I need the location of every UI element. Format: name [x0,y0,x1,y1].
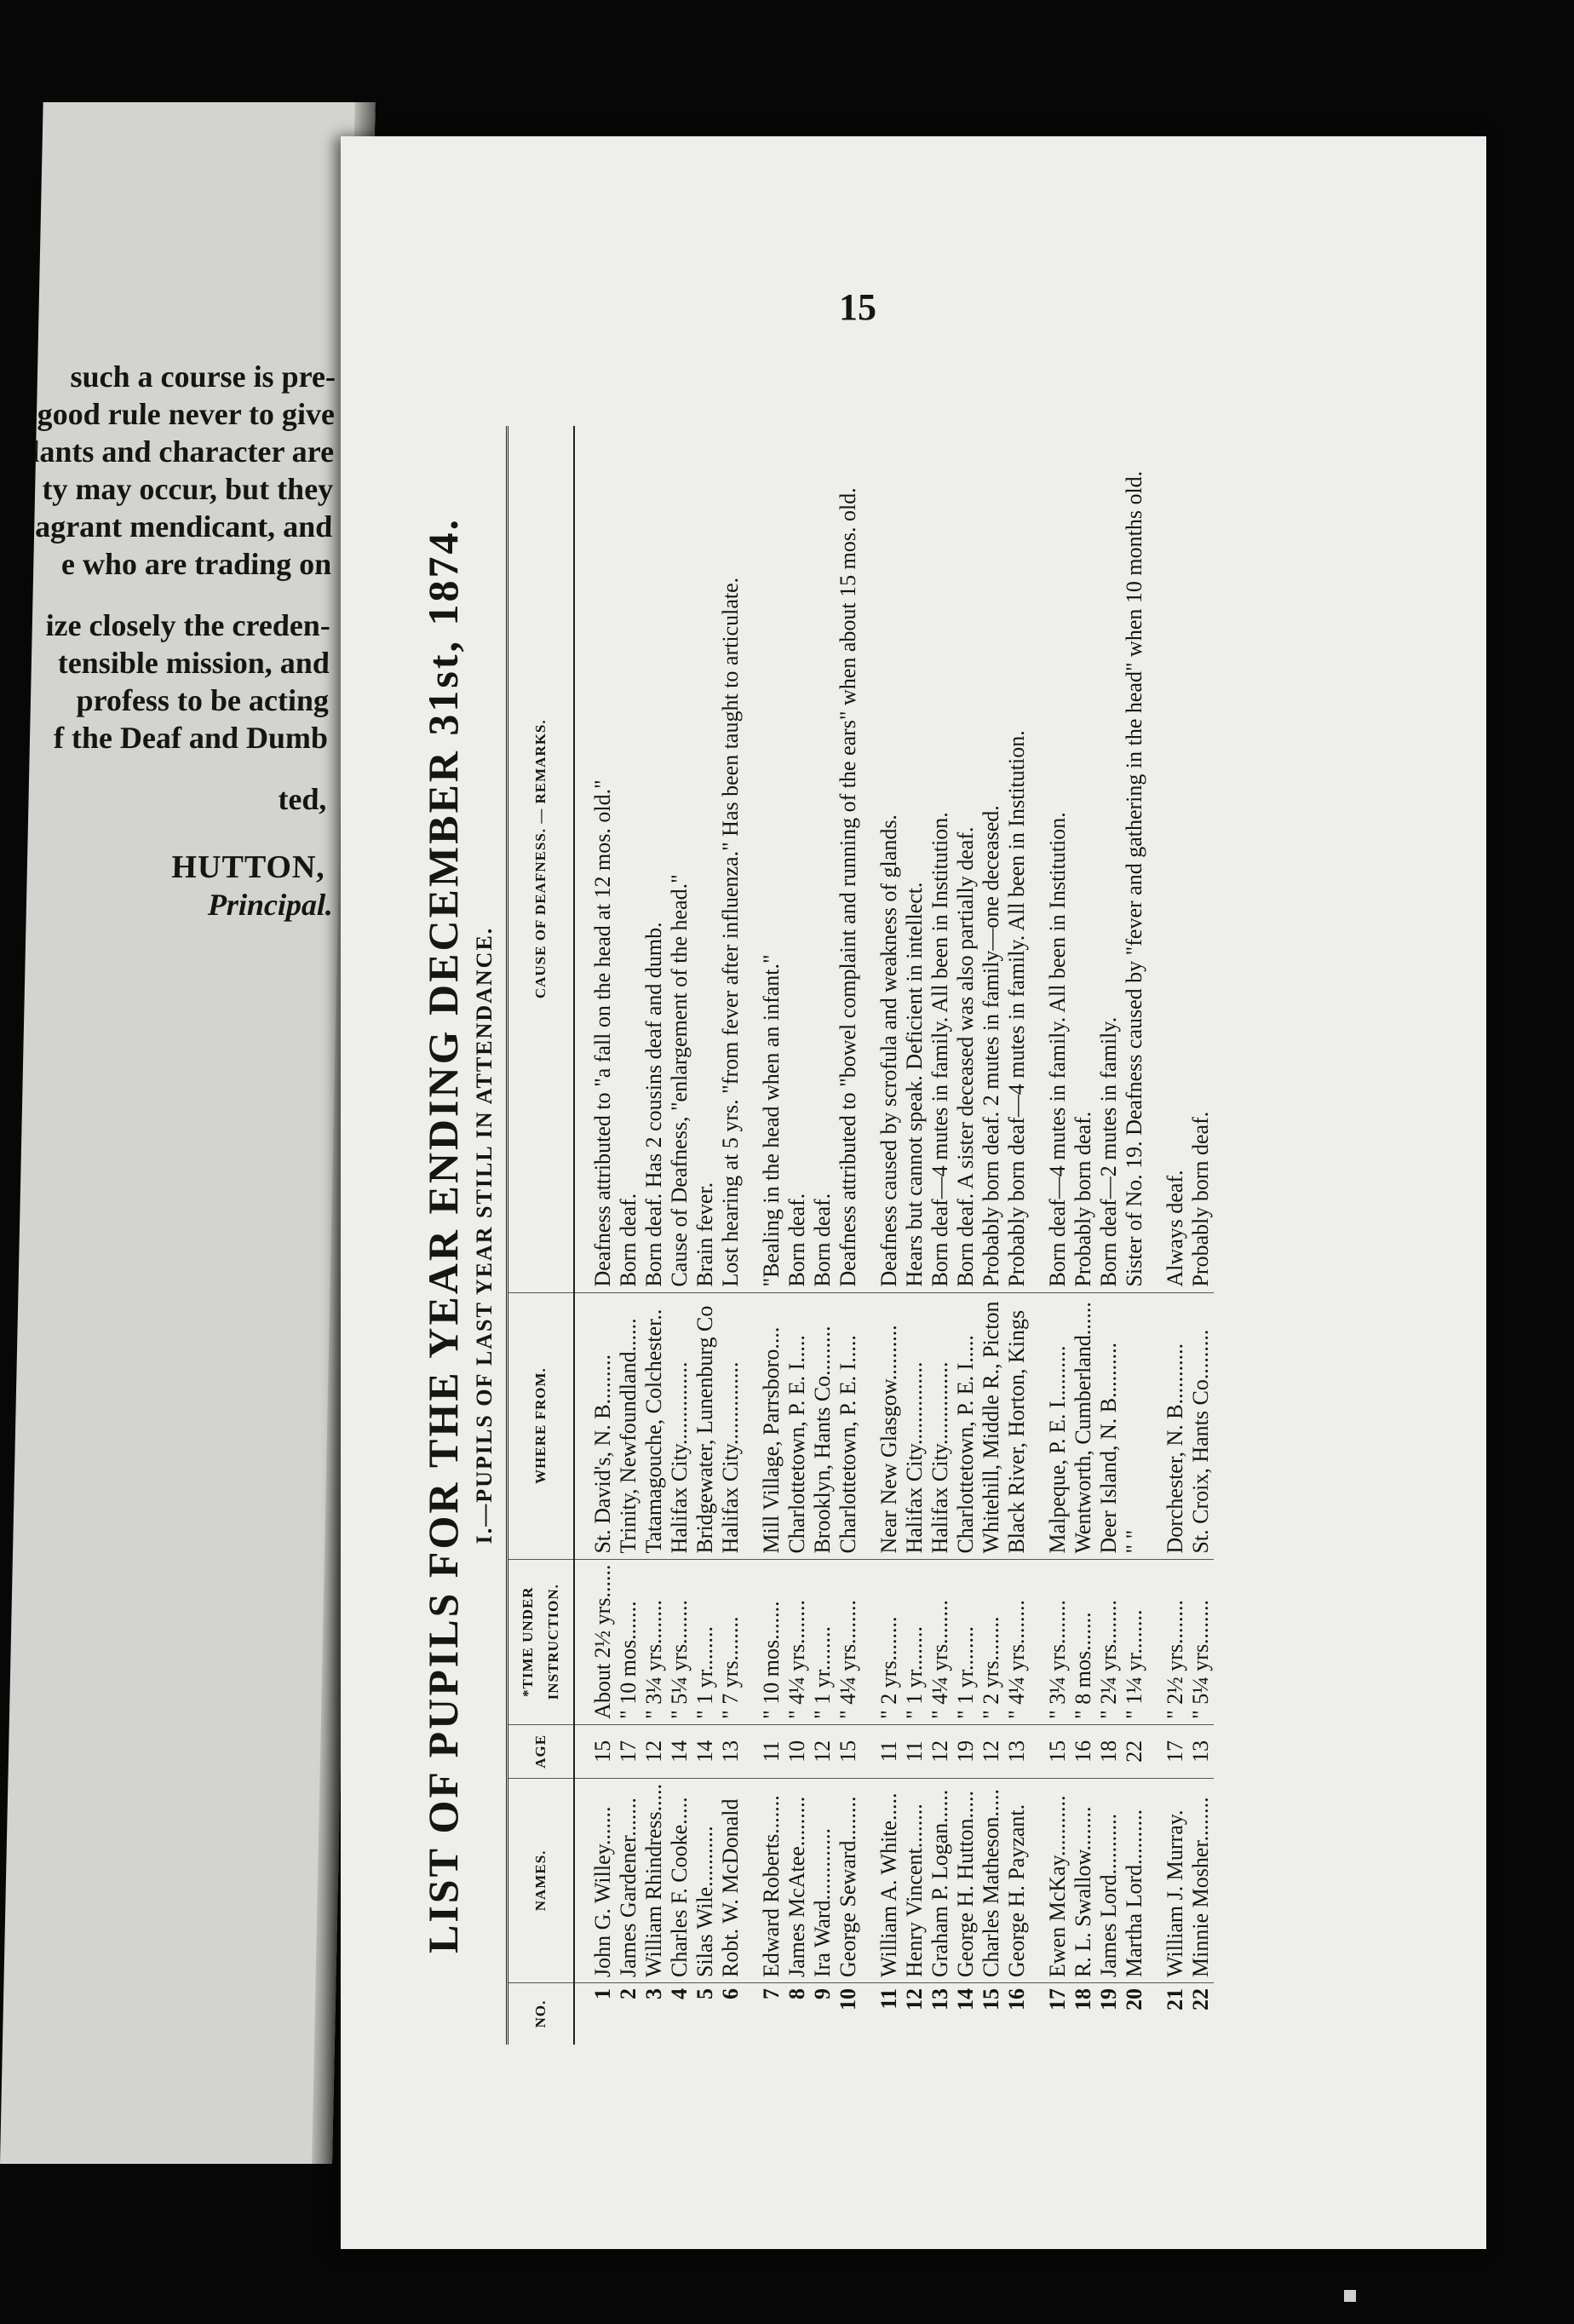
cell-name: James McAtee......... [784,1778,810,1982]
cell-age: 11 [759,1724,784,1778]
cell-cause: Hears but cannot speak. Deficient in intellect. [902,426,928,1292]
cell-age: 10 [784,1724,810,1778]
col-header-cause: CAUSE OF DEAFNESS. — REMARKS. [508,426,575,1292]
cell-cause: Probably born deaf. [1071,426,1096,1292]
left-line: ted, [278,782,327,816]
cell-time: " 2½ yrs........ [1163,1559,1188,1724]
cell-no: 15 [979,1988,1003,2010]
table-row [590,426,616,2045]
cell-no: 7 [759,1988,784,1999]
cell-cause: Deafness caused by scrofula and weakness of glands. [876,426,902,1292]
cell-age: 16 [1071,1724,1096,1778]
col-header-where: WHERE FROM. [508,1292,575,1559]
table-row [692,426,718,2045]
table-row [1004,426,1030,2045]
cell-where: Bridgewater, Lunenburg Co [692,1292,718,1559]
cell-name: Edward Roberts....... [759,1778,784,1982]
left-line: such a course is pre- [70,360,336,394]
row-spacer [574,426,590,2045]
page-title: LIST OF PUPILS FOR THE YEAR ENDING DECEMBER 31st, 1874. [419,516,467,1954]
cell-age: 11 [902,1724,928,1778]
table-row [718,426,744,2045]
cell-no: 17 [1045,1988,1070,2010]
cell-cause: Born deaf. [616,426,641,1292]
cell-where: Halifax City............... [718,1292,744,1559]
col-header-time: *TIME UNDER INSTRUCTION. [508,1559,575,1724]
cell-time: " 2 yrs........ [876,1559,902,1724]
cell-where: Black River, Horton, Kings [1004,1292,1030,1559]
table-row [1096,426,1122,2045]
cell-where: Halifax City............... [928,1292,953,1559]
cell-time: " 1 yr........ [902,1559,928,1724]
cell-no: 19 [1096,1988,1121,2010]
row-spacer [744,426,759,2045]
cell-no: 5 [692,1988,717,1999]
cell-no: 21 [1163,1988,1187,2010]
cell-time: " 2¼ yrs........ [1096,1559,1122,1724]
table-row [876,426,902,2045]
cell-age: 13 [1004,1724,1030,1778]
cell-cause: Born deaf. [784,426,810,1292]
cell-time: " 7 yrs........ [718,1559,744,1724]
table-header-row [508,426,575,2045]
cell-time: " 4¼ yrs........ [1004,1559,1030,1724]
cell-age: 22 [1122,1724,1147,1778]
table-row [1071,426,1096,2045]
table-row [1163,426,1188,2045]
cell-where: Halifax City............... [667,1292,692,1559]
cell-where: Dorchester, N. B........... [1163,1292,1188,1559]
cell-cause: Born deaf. [810,426,836,1292]
cell-no: 2 [616,1988,641,1999]
cell-cause: Probably born deaf. [1188,426,1214,1292]
row-spacer [1147,426,1163,2045]
table-row [641,426,667,2045]
left-line: agrant mendicant, and [34,509,333,544]
cell-time: " 1¼ yr........ [1122,1559,1147,1724]
cell-name: Henry Vincent........ [902,1778,928,1982]
cell-cause: Brain fever. [692,426,718,1292]
left-line: lants and character are [31,434,335,469]
cell-no: 9 [810,1988,835,1999]
cell-time: " 1 yr........ [810,1559,836,1724]
left-line: tensible mission, and [57,646,330,680]
table-row [784,426,810,2045]
cell-no: 6 [718,1988,743,1999]
cell-time: " 4¼ yrs........ [784,1559,810,1724]
table-row [1188,426,1214,2045]
cell-name: William J. Murray. [1163,1778,1188,1982]
cell-name: Silas Wile........... [692,1778,718,1982]
signature-title: Principal. [207,888,334,922]
cell-no: 22 [1188,1988,1213,2010]
table-row [979,426,1004,2045]
cell-cause: Born deaf. A sister deceased was also partially deaf. [953,426,979,1292]
cell-cause: Deafness attributed to "bowel complaint and running of the ears" when about 15 mos. old. [836,426,861,1292]
cell-where: Near New Glasgow.......... [876,1292,902,1559]
cell-where: Brooklyn, Hants Co......... [810,1292,836,1559]
cell-name: Charles Matheson..... [979,1778,1004,1982]
table-row [953,426,979,2045]
cell-age: 13 [718,1724,744,1778]
row-spacer [1030,426,1045,2045]
cell-where: St. Croix, Hants Co......... [1188,1292,1214,1559]
cell-time: " 10 mos....... [616,1559,641,1724]
left-line: good rule never to give [37,397,336,431]
cell-no: 10 [836,1988,860,2010]
table-row [928,426,953,2045]
cell-where: Deer Island, N. B.......... [1096,1292,1122,1559]
left-page-text [0,358,336,923]
cell-no: 16 [1004,1988,1029,2010]
cell-where: Tatamagouche, Colchester.. [641,1292,667,1559]
right-page [341,136,1486,2249]
cell-name: Ewen McKay........... [1045,1778,1071,1982]
cell-where: Whitehill, Middle R., Picton [979,1292,1004,1559]
cell-time: " 3¼ yrs........ [641,1559,667,1724]
cell-name: James Lord........... [1096,1778,1122,1982]
cell-age: 15 [590,1724,616,1778]
cell-name: R. L. Swallow........ [1071,1778,1096,1982]
cell-where: Trinity, Newfoundland...... [616,1292,641,1559]
cell-time: " 3¼ yrs........ [1045,1559,1071,1724]
cell-time: " 2 yrs........ [979,1559,1004,1724]
cell-time: " 8 mos....... [1071,1559,1096,1724]
cell-no: 4 [667,1988,692,1999]
cell-name: James Gardener....... [616,1778,641,1982]
cell-cause: Cause of Deafness, "enlargement of the head." [667,426,692,1292]
cell-name: John G. Willey....... [590,1778,616,1982]
section-subtitle: I.—PUPILS OF LAST YEAR STILL IN ATTENDANCE. [472,926,497,1545]
cell-age: 14 [667,1724,692,1778]
table-row [1045,426,1071,2045]
cell-name: George Seward........ [836,1778,861,1982]
cell-age: 13 [1188,1724,1214,1778]
cell-no: 8 [784,1988,809,1999]
cell-no: 13 [928,1988,952,2010]
left-line: ize closely the creden- [45,608,331,642]
cell-age: 12 [928,1724,953,1778]
cell-age: 19 [953,1724,979,1778]
row-spacer [861,426,876,2045]
cell-cause: Sister of No. 19. Deafness caused by "fever and gathering in the head" when 10 months old. [1122,426,1147,1292]
cell-cause: Probably born deaf—4 mutes in family. All been in Institution. [1004,426,1030,1292]
cell-cause: Born deaf. Has 2 cousins deaf and dumb. [641,426,667,1292]
table-row [810,426,836,2045]
table-row [667,426,692,2045]
cell-age: 12 [641,1724,667,1778]
table-row [616,426,641,2045]
cell-age: 12 [810,1724,836,1778]
cell-cause: Always deaf. [1163,426,1188,1292]
cell-name: Martha Lord.......... [1122,1778,1147,1982]
cell-cause: Born deaf—4 mutes in family. All been in Institution. [928,426,953,1292]
cell-cause: Born deaf—4 mutes in family. All been in Institution. [1045,426,1071,1292]
cell-age: 15 [1045,1724,1071,1778]
table-row [1122,426,1147,2045]
cell-where: Mill Village, Parrsboro.... [759,1292,784,1559]
cell-where: Wentworth, Cumberland...... [1071,1292,1096,1559]
cell-no: 12 [902,1988,927,2010]
cell-where: " " [1122,1292,1147,1559]
cell-time: " 1 yr........ [953,1559,979,1724]
cell-age: 14 [692,1724,718,1778]
page-number: 15 [839,286,876,328]
cell-name: Charles F. Cooke..... [667,1778,692,1982]
pupils-table [506,426,1214,2045]
cell-cause: Born deaf—2 mutes in family. [1096,426,1122,1292]
cell-age: 15 [836,1724,861,1778]
cell-time: " 5¼ yrs........ [1188,1559,1214,1724]
left-line: ty may occur, but they [42,472,334,506]
cell-no: 1 [590,1988,615,1999]
signature: HUTTON, [170,849,326,885]
cell-cause: "Bealing in the head when an infant." [759,426,784,1292]
cell-time: " 4¼ yrs........ [928,1559,953,1724]
cell-name: Minnie Mosher........ [1188,1778,1214,1982]
cell-time: " 5¼ yrs........ [667,1559,692,1724]
cell-name: Graham P. Logan...... [928,1778,953,1982]
cell-no: 20 [1122,1988,1146,2010]
cell-where: Charlottetown, P. E. I..... [784,1292,810,1559]
cell-age: 12 [979,1724,1004,1778]
table-row [759,426,784,2045]
left-page [0,102,376,2164]
cell-name: George H. Payzant. [1004,1778,1030,1982]
cell-cause: Lost hearing at 5 yrs. "from fever after influenza." Has been taught to articulate. [718,426,744,1292]
cell-cause: Deafness attributed to "a fall on the head at 12 mos. old." [590,426,616,1292]
cell-time: " 1 yr........ [692,1559,718,1724]
cell-no: 11 [876,1988,901,2010]
cell-age: 18 [1096,1724,1122,1778]
table-row [902,426,928,2045]
cell-cause: Probably born deaf. 2 mutes in family—one deceased. [979,426,1004,1292]
left-line: profess to be acting [76,683,330,717]
scan-mark [1344,2290,1356,2302]
cell-where: Charlottetown, P. E. I..... [953,1292,979,1559]
cell-no: 14 [953,1988,978,2010]
cell-time: " 10 mos....... [759,1559,784,1724]
cell-where: Halifax City............... [902,1292,928,1559]
cell-age: 17 [1163,1724,1188,1778]
cell-where: Charlottetown, P. E. I..... [836,1292,861,1559]
cell-age: 11 [876,1724,902,1778]
col-header-no: NO. [508,1983,575,2045]
cell-age: 17 [616,1724,641,1778]
cell-time: " 4¼ yrs........ [836,1559,861,1724]
cell-time: About 2½ yrs...... [590,1559,616,1724]
cell-name: William A. White..... [876,1778,902,1982]
table-body [574,426,1214,2045]
left-line: f the Deaf and Dumb [53,721,329,755]
col-header-age: AGE [508,1724,575,1778]
cell-name: George H. Hutton..... [953,1778,979,1982]
col-header-names: NAMES. [508,1778,575,1982]
table-row [836,426,861,2045]
left-line: e who are trading on [60,547,332,581]
cell-no: 18 [1071,1988,1095,2010]
cell-name: William Rhindress..... [641,1778,667,1982]
cell-where: Malpeque, P. E. I.......... [1045,1292,1071,1559]
cell-name: Robt. W. McDonald [718,1778,744,1982]
cell-where: St. David's, N. B......... [590,1292,616,1559]
cell-no: 3 [641,1988,666,1999]
cell-name: Ira Ward............. [810,1778,836,1982]
rotated-table-block [417,426,1363,2045]
